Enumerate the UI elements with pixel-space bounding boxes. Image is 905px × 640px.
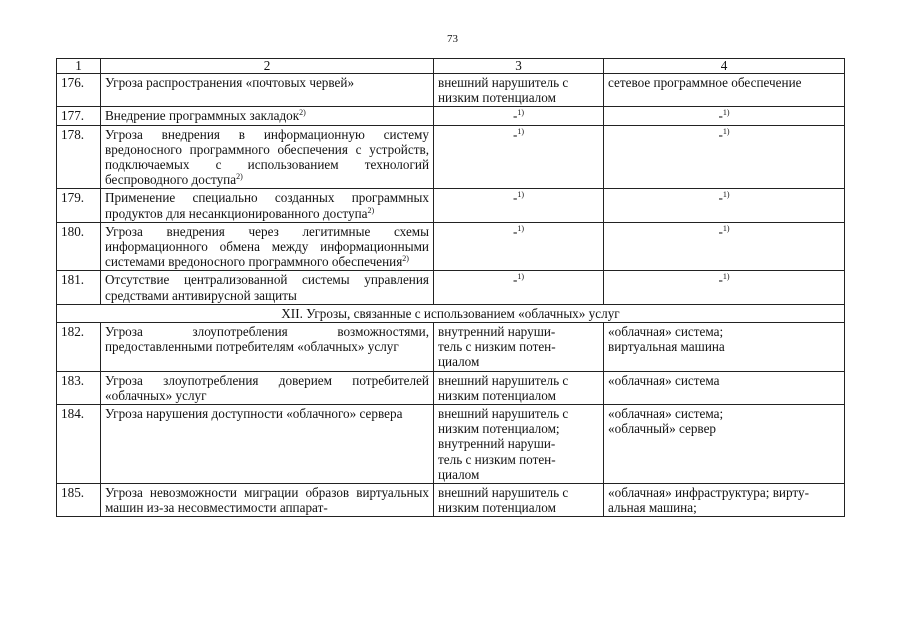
threat-description: Отсутствие централизованной системы управления средствами антивирусной защиты [101,271,434,304]
footnote-mark: 2) [402,254,409,264]
section-title: XII. Угрозы, связанные с использованием «облачных» услуг [57,304,845,322]
row-number: 185. [57,484,101,517]
footnote-mark: 2) [367,205,375,215]
violator-line: внутренний наруши- [438,324,556,340]
threat-description: Угроза невозможности миграции образов виртуальных машин из-за несовместимости аппарат- [101,484,434,517]
violator-line: тель с низким потен- [438,339,556,355]
object-cell: -$^{1)}$ [604,271,845,304]
object-cell [604,323,845,372]
row-number: 181. [57,271,101,304]
violator-cell [434,405,604,484]
object-cell [604,484,845,517]
object-cell: -$^{1)}$ [604,189,845,222]
footnote-mark: 1) [517,272,525,282]
violator-cell [434,74,604,107]
object-line: «облачная» система [608,372,720,388]
object-cell: -$^{1)}$ [604,222,845,271]
table-row [57,271,845,304]
object-cell: -$^{1)}$ [604,107,845,125]
object-cell [604,405,845,484]
violator-line: внешний нарушитель с [438,372,569,388]
object-cell: -$^{1)}$ [604,125,845,189]
footnote-mark: 1) [517,223,525,233]
violator-line: низким потенциалом; [438,421,560,437]
object-line: «облачная» система; [608,324,724,340]
violator-line: циалом [438,354,480,370]
threat-description: Угроза злоупотребления доверием потребителей «облачных» услуг [101,371,434,404]
column-header-2: 2 [101,59,434,74]
object-line: «облачный» сервер [608,421,717,437]
column-header-1: 1 [57,59,101,74]
violator-cell: -$^{1)}$ [434,107,604,125]
row-number: 182. [57,323,101,372]
table-row [57,323,845,372]
row-number: 179. [57,189,101,222]
table-row [57,189,845,222]
violator-line: внешний нарушитель с [438,406,569,422]
footnote-mark: 1) [722,190,730,200]
violator-line: внешний нарушитель с [438,75,569,90]
violator-line: низким потенциалом [438,90,556,106]
table-row [57,107,845,125]
threat-description: Угроза нарушения доступности «облачного» сервера [101,405,434,484]
threat-description: Угроза внедрения в информационную систему вредоносного программного обеспечения с устройств, подключаемых с использованием технологий беспроводного доступа$^{2)}$ [101,125,434,189]
table-header-row [57,59,845,74]
table-row [57,405,845,484]
table-row [57,125,845,189]
page-number: 73 [447,33,458,45]
object-line: «облачная» система; [608,406,724,422]
violator-cell: -$^{1)}$ [434,125,604,189]
column-header-4: 4 [604,59,845,74]
violator-line: внешний нарушитель с [438,485,569,501]
violator-cell: -$^{1)}$ [434,222,604,271]
section-row [57,304,845,322]
violator-line: низким потенциалом [438,387,556,403]
threat-description: Внедрение программных закладок$^{2)}$ [101,107,434,125]
violator-cell [434,484,604,517]
footnote-mark: 2) [299,108,306,118]
table-row [57,74,845,107]
object-cell [604,74,845,107]
threat-description: Угроза злоупотребления возможностями, предоставленными потребителям «облачных» услуг [101,323,434,372]
violator-cell [434,371,604,404]
object-cell [604,371,845,404]
object-line: альная машина; [608,500,697,516]
column-header-3: 3 [434,59,604,74]
object-line: сетевое программное обеспечение [608,75,802,90]
violator-cell [434,323,604,372]
footnote-mark: 1) [722,223,730,233]
violator-line: внутренний наруши- [438,436,556,452]
threat-description: Угроза распространения «почтовых червей» [101,74,434,107]
row-number: 176. [57,74,101,107]
threat-description: Применение специально созданных программных продуктов для несанкционированного доступа$^{2)}$ [101,189,434,222]
row-number: 184. [57,405,101,484]
violator-cell: -$^{1)}$ [434,189,604,222]
footnote-mark: 1) [517,108,525,118]
footnote-mark: 1) [722,126,730,136]
violator-line: низким потенциалом [438,500,556,516]
footnote-mark: 1) [722,108,730,118]
violator-cell: -$^{1)}$ [434,271,604,304]
table-row [57,484,845,517]
violator-line: тель с низким потен- [438,451,556,467]
row-number: 178. [57,125,101,189]
threat-description: Угроза внедрения через легитимные схемы информационного обмена между информационными системами вредоносного программного обеспечения$^{2)}$ [101,222,434,271]
footnote-mark: 1) [722,272,730,282]
footnote-mark: 1) [517,190,525,200]
table-row [57,222,845,271]
threats-table [56,58,845,517]
object-line: «облачная» инфраструктура; вирту- [608,485,809,501]
row-number: 177. [57,107,101,125]
object-line: виртуальная машина [608,339,725,355]
footnote-mark: 1) [517,126,525,136]
violator-line: циалом [438,466,480,482]
row-number: 183. [57,371,101,404]
table-row [57,371,845,404]
footnote-mark: 2) [236,172,243,182]
row-number: 180. [57,222,101,271]
